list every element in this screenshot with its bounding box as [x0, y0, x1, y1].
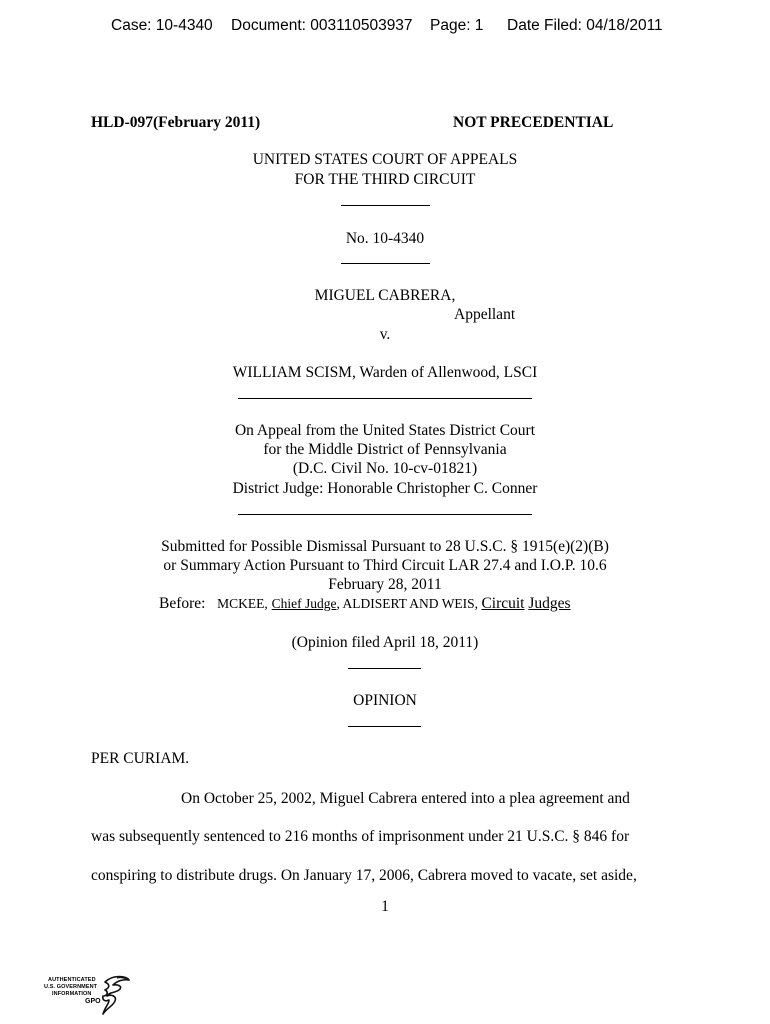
panel-line: [159, 594, 571, 613]
eagle-icon: [99, 974, 131, 1018]
judges-title: Judges: [528, 595, 571, 612]
circuit-title: Circuit: [481, 595, 525, 612]
submitted-line: or Summary Action Pursuant to Third Circuit LAR 27.4 and I.O.P. 10.6: [163, 557, 607, 574]
appeal-from-line: On Appeal from the United States District Court: [234, 422, 536, 439]
appeal-from-line: District Judge: Honorable Christopher C. Conner: [232, 480, 538, 497]
doc-code: HLD-097(February 2011): [91, 114, 261, 131]
opinion-heading: OPINION: [353, 692, 417, 709]
judge-mckee: MCKEE,: [217, 596, 268, 611]
submitted-line: Submitted for Possible Dismissal Pursuant to 28 U.S.C. § 1915(e)(2)(B): [161, 538, 609, 555]
other-judges: , ALDISERT AND WEIS,: [336, 596, 482, 611]
submitted-line: February 28, 2011: [328, 576, 442, 593]
logo-text: INFORMATION: [52, 991, 92, 997]
appeal-from-line: for the Middle District of Pennsylvania: [263, 441, 507, 458]
logo-gpo: GPO: [85, 998, 101, 1005]
appellant-role: Appellant: [454, 306, 516, 323]
divider: [341, 205, 430, 206]
header-page: Page: 1: [430, 17, 484, 34]
per-curiam: PER CURIAM.: [91, 750, 190, 767]
body-text-line: conspiring to distribute drugs. On January 17, 2006, Cabrera moved to vacate, set aside,: [91, 867, 637, 884]
header-case: Case: 10-4340: [111, 17, 213, 34]
body-text-line: was subsequently sentenced to 216 months of imprisonment under 21 U.S.C. § 846 for: [91, 828, 630, 845]
precedential-label: NOT PRECEDENTIAL: [453, 114, 614, 131]
court-name-line1: UNITED STATES COURT OF APPEALS: [252, 151, 518, 168]
page-number: 1: [381, 898, 389, 915]
chief-judge-title: Chief Judge: [271, 596, 337, 611]
opinion-filed-date: (Opinion filed April 18, 2011): [291, 634, 479, 651]
case-number: No. 10-4340: [345, 230, 425, 247]
before-label: Before:: [159, 595, 206, 612]
gpo-authentication-logo: [44, 974, 134, 1018]
header-date-filed: Date Filed: 04/18/2011: [507, 17, 663, 34]
header-document: Document: 003110503937: [231, 17, 413, 34]
versus: v.: [379, 326, 391, 343]
body-text-line: On October 25, 2002, Miguel Cabrera entered into a plea agreement and: [181, 790, 630, 807]
appellee-name: WILLIAM SCISM, Warden of Allenwood, LSCI: [232, 364, 538, 381]
logo-text: U.S. GOVERNMENT: [44, 984, 98, 990]
court-name-line2: FOR THE THIRD CIRCUIT: [294, 171, 476, 188]
appellant-name: MIGUEL CABRERA,: [314, 287, 456, 304]
divider: [238, 514, 532, 515]
logo-text: AUTHENTICATED: [48, 977, 96, 983]
divider: [348, 668, 421, 669]
divider: [348, 726, 421, 727]
appeal-from-line: (D.C. Civil No. 10-cv-01821): [292, 460, 478, 477]
divider: [238, 398, 532, 399]
divider: [341, 263, 430, 264]
